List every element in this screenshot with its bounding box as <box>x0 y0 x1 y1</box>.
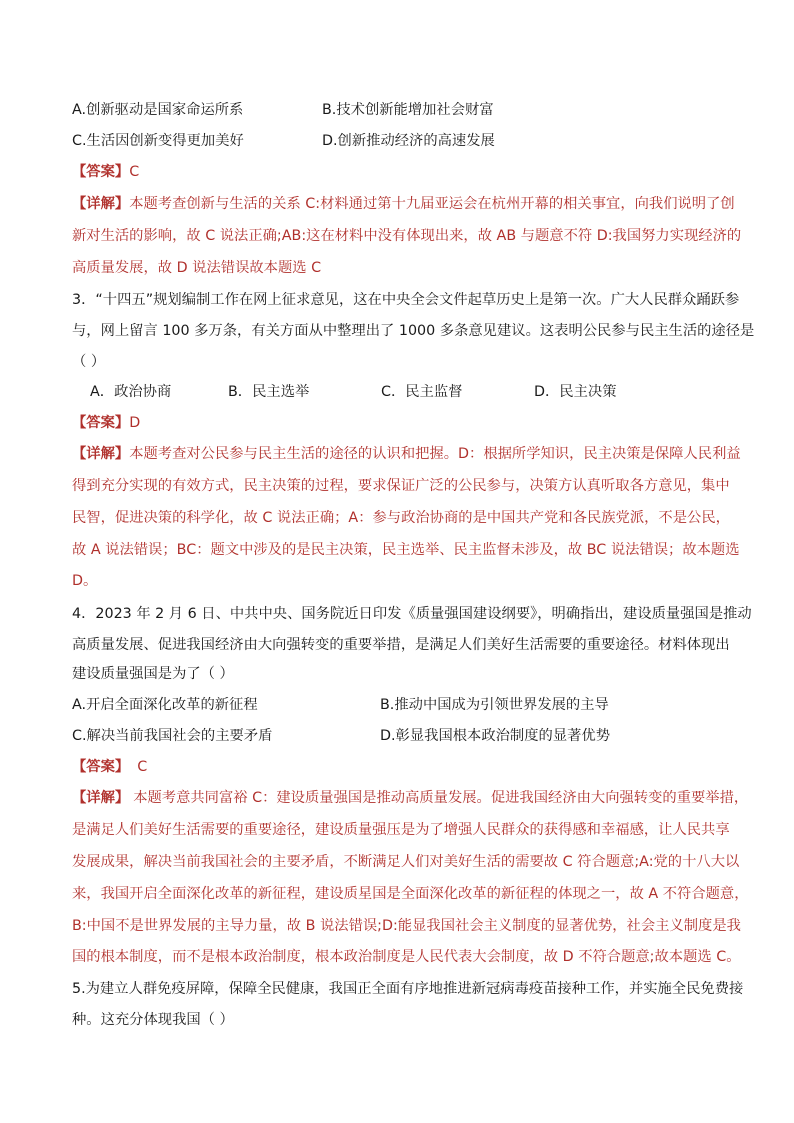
question-4-stem-3: 建设质量强国是为了（ ） <box>72 666 234 682</box>
detail-line-1 <box>72 194 735 214</box>
detail-line-3: 高质量发展，故 D 说法错误故本题选 C <box>72 260 322 276</box>
detail-line-1 <box>72 788 748 808</box>
answer-value: C <box>137 759 148 775</box>
detail-line-3: 发展成果，解决当前我国社会的主要矛盾，不断满足人们对美好生活的需要故 C 符合题意;A:党的十八大以 <box>72 854 740 870</box>
answer-line <box>72 757 147 777</box>
detail-tag: 【详解】 <box>72 790 130 806</box>
question-3-stem-3: （ ） <box>72 354 106 370</box>
answer-line <box>72 162 139 182</box>
detail-line-6: 国的根本制度，而不是根本政治制度，根本政治制度是人民代表大会制度，故 D 不符合题意;故本题选 C。 <box>72 949 741 965</box>
detail-line-2: 得到充分实现的有效方式，民主决策的过程，要求保证广泛的公民参与，决策方认真听取各方意见，集中 <box>72 478 730 494</box>
question-5-stem-2: 种。这充分体现我国（ ） <box>72 1012 234 1028</box>
question-4-stem-1: 4．2023 年 2 月 6 日、中共中央、国务院近日印发《质量强国建设纲要》，明确指出，建设质量强国是推动 <box>72 606 752 622</box>
answer-value: D <box>129 415 141 431</box>
detail-line-2: 新对生活的影响，故 C 说法正确;AB:这在材料中没有体现出来，故 AB 与题意不符 D:我国努力实现经济的 <box>72 228 742 244</box>
detail-text: 本题考查对公民参与民主生活的途径的认识和把握。D：根据所学知识，民主决策是保障人民利益 <box>129 446 741 462</box>
question-5-stem-1: 5.为建立人群免疫屏障，保障全民健康，我国正全面有序地推进新冠病毒疫苗接种工作，并实施全民免费接 <box>72 981 744 997</box>
detail-line-5: D。 <box>72 573 98 589</box>
detail-tag: 【详解】 <box>72 196 130 212</box>
detail-tag: 【详解】 <box>72 446 130 462</box>
option-b: B.推动中国成为引领世界发展的主导 <box>380 697 609 713</box>
question-3-stem-2: 与，网上留言 100 多万条，有关方面从中整理出了 1000 多条意见建议。这表明公民参与民主生活的途径是 <box>72 323 755 339</box>
option-b: B．民主选举 <box>228 384 310 400</box>
option-c: C．民主监督 <box>381 384 463 400</box>
option-c: C.解决当前我国社会的主要矛盾 <box>72 728 273 744</box>
option-a: A.开启全面深化改革的新征程 <box>72 697 258 713</box>
option-a: A．政治协商 <box>90 384 172 400</box>
detail-text: 本题考查创新与生活的关系 C:材料通过第十九届亚运会在杭州开幕的相关事宜，向我们说明了创 <box>129 196 735 212</box>
detail-line-4: 故 A 说法错误；BC：题文中涉及的是民主决策，民主选举、民主监督未涉及，故 BC 说法错误；故本题选 <box>72 542 740 558</box>
answer-tag: 【答案】 <box>72 759 130 775</box>
answer-line <box>72 413 140 433</box>
answer-tag: 【答案】 <box>72 164 130 180</box>
option-d: D.彰显我国根本政治制度的显著优势 <box>380 728 611 744</box>
question-4-stem-2: 高质量发展、促进我国经济由大向强转变的重要举措，是满足人们美好生活需要的重要途径。材料体现出 <box>72 637 730 653</box>
option-a: A.创新驱动是国家命运所系 <box>72 102 244 118</box>
detail-text: 本题考意共同富裕 C：建设质量强国是推动高质量发展。促进我国经济由大向强转变的重要举措， <box>133 790 749 806</box>
detail-line-5: B:中国不是世界发展的主导力量，故 B 说法错误;D:能显我国社会主义制度的显著优势，社会主义制度是我 <box>72 918 741 934</box>
question-3-stem-1: 3．“十四五”规划编制工作在网上征求意见，这在中央全会文件起草历史上是第一次。广大人民群众踊跃参 <box>72 292 740 308</box>
option-b: B.技术创新能增加社会财富 <box>322 102 494 118</box>
option-c: C.生活因创新变得更加美好 <box>72 133 244 149</box>
detail-line-4: 来，我国开启全面深化改革的新征程，建设质星国是全面深化改革的新征程的体现之一，故 A 不符合题意， <box>72 886 749 902</box>
answer-tag: 【答案】 <box>72 415 130 431</box>
option-d: D.创新推动经济的高速发展 <box>322 133 495 149</box>
detail-line-3: 民智，促进决策的科学化，故 C 说法正确；A：参与政治协商的是中国共产党和各民族党派，不是公民， <box>72 510 730 526</box>
detail-line-1 <box>72 444 741 464</box>
answer-value: C <box>129 164 140 180</box>
detail-line-2: 是满足人们美好生活需要的重要途径，建设质量强压是为了增强人民群众的获得感和幸福感，让人民共享 <box>72 822 730 838</box>
option-d: D．民主决策 <box>534 384 617 400</box>
